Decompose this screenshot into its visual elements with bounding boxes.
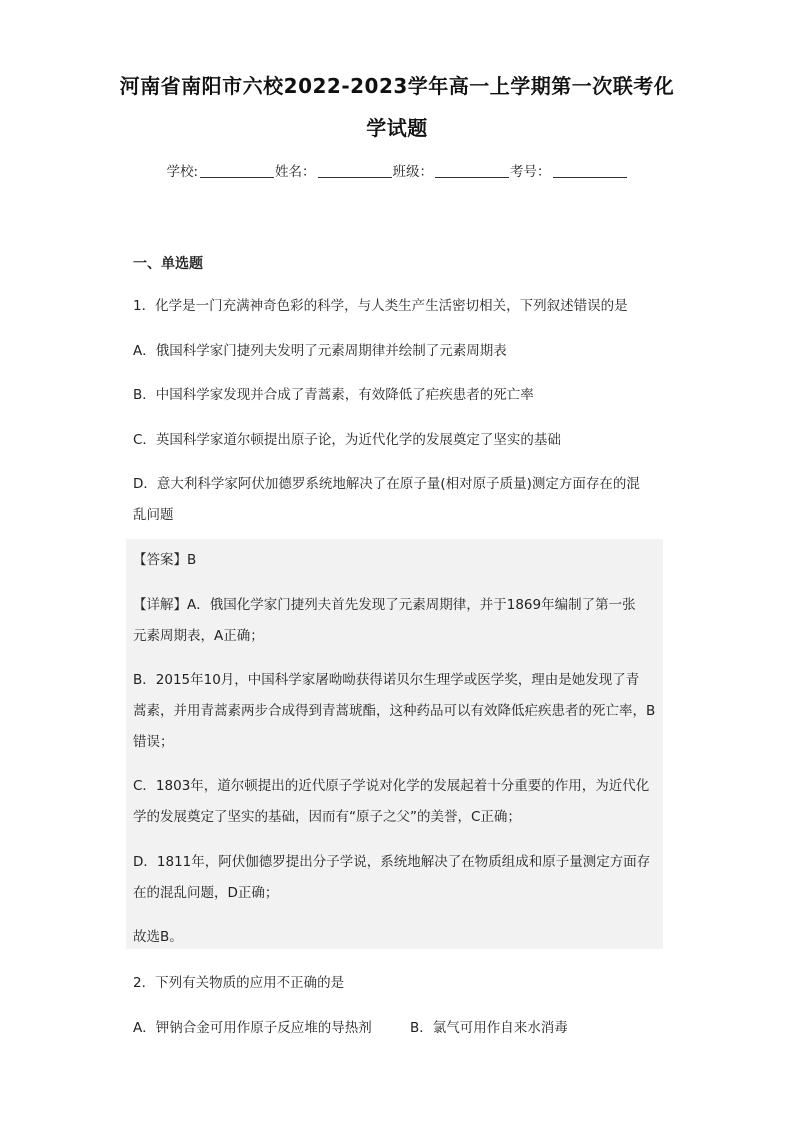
- school-label: 学校:: [166, 164, 199, 180]
- exam-title-line-1: 河南省南阳市六校2022-2023学年高一上学期第一次联考化: [119, 74, 675, 98]
- name-blank: [318, 163, 392, 178]
- detail-conclusion: 故选B。: [133, 929, 183, 945]
- exam-no-label: 考号：: [510, 164, 551, 180]
- detail-d-line-1: D．1811年，阿伏伽德罗提出分子学说，系统地解决了在物质组成和原子量测定方面存: [133, 854, 651, 870]
- exam-no-blank: [553, 163, 627, 178]
- answer-line: 【答案】B: [133, 552, 197, 568]
- question-1-stem: 1．化学是一门充满神奇色彩的科学，与人类生产生活密切相关，下列叙述错误的是: [133, 298, 628, 314]
- question-1-option-d-line-1: D．意大利科学家阿伏加德罗系统地解决了在原子量(相对原子质量)测定方面存在的混: [133, 476, 640, 492]
- exam-title-line-2: 学试题: [366, 116, 428, 140]
- question-1-option-c: C．英国科学家道尔顿提出原子论，为近代化学的发展奠定了坚实的基础: [133, 432, 561, 448]
- school-blank: [200, 163, 274, 178]
- detail-b-line-2: 蒿素，并用青蒿素两步合成得到青蒿琥酯，这种药品可以有效降低疟疾患者的死亡率，B: [133, 703, 656, 719]
- question-2-option-a: A．钾钠合金可用作原子反应堆的导热剂: [133, 1020, 372, 1036]
- question-1-option-d-line-2: 乱问题: [133, 507, 174, 523]
- question-1-option-a: A．俄国科学家门捷列夫发明了元素周期律并绘制了元素周期表: [133, 343, 507, 359]
- detail-a-line-1: 【详解】A．俄国化学家门捷列夫首先发现了元素周期律，并于1869年编制了第一张: [133, 597, 636, 613]
- question-1-option-b: B．中国科学家发现并合成了青蒿素，有效降低了疟疾患者的死亡率: [133, 387, 534, 403]
- detail-c-line-1: C．1803年，道尔顿提出的近代原子学说对化学的发展起着十分重要的作用，为近代化: [133, 778, 650, 794]
- section-heading: 一、单选题: [133, 256, 203, 272]
- detail-a-line-2: 元素周期表，A正确；: [133, 628, 264, 644]
- class-label: 班级：: [392, 164, 434, 180]
- class-blank: [435, 163, 509, 178]
- detail-c-line-2: 学的发展奠定了坚实的基础，因而有“原子之父”的美誉，C正确；: [133, 809, 521, 825]
- name-label: 姓名：: [275, 164, 316, 180]
- detail-b-line-3: 错误；: [133, 734, 174, 750]
- question-2-option-b: B．氯气可用作自来水消毒: [410, 1020, 568, 1036]
- student-info-row: [0, 160, 794, 180]
- question-2-stem: 2．下列有关物质的应用不正确的是: [133, 975, 345, 991]
- detail-b-line-1: B．2015年10月，中国科学家屠呦呦获得诺贝尔生理学或医学奖，理由是她发现了青: [133, 672, 640, 688]
- detail-d-line-2: 在的混乱问题，D正确；: [133, 885, 279, 901]
